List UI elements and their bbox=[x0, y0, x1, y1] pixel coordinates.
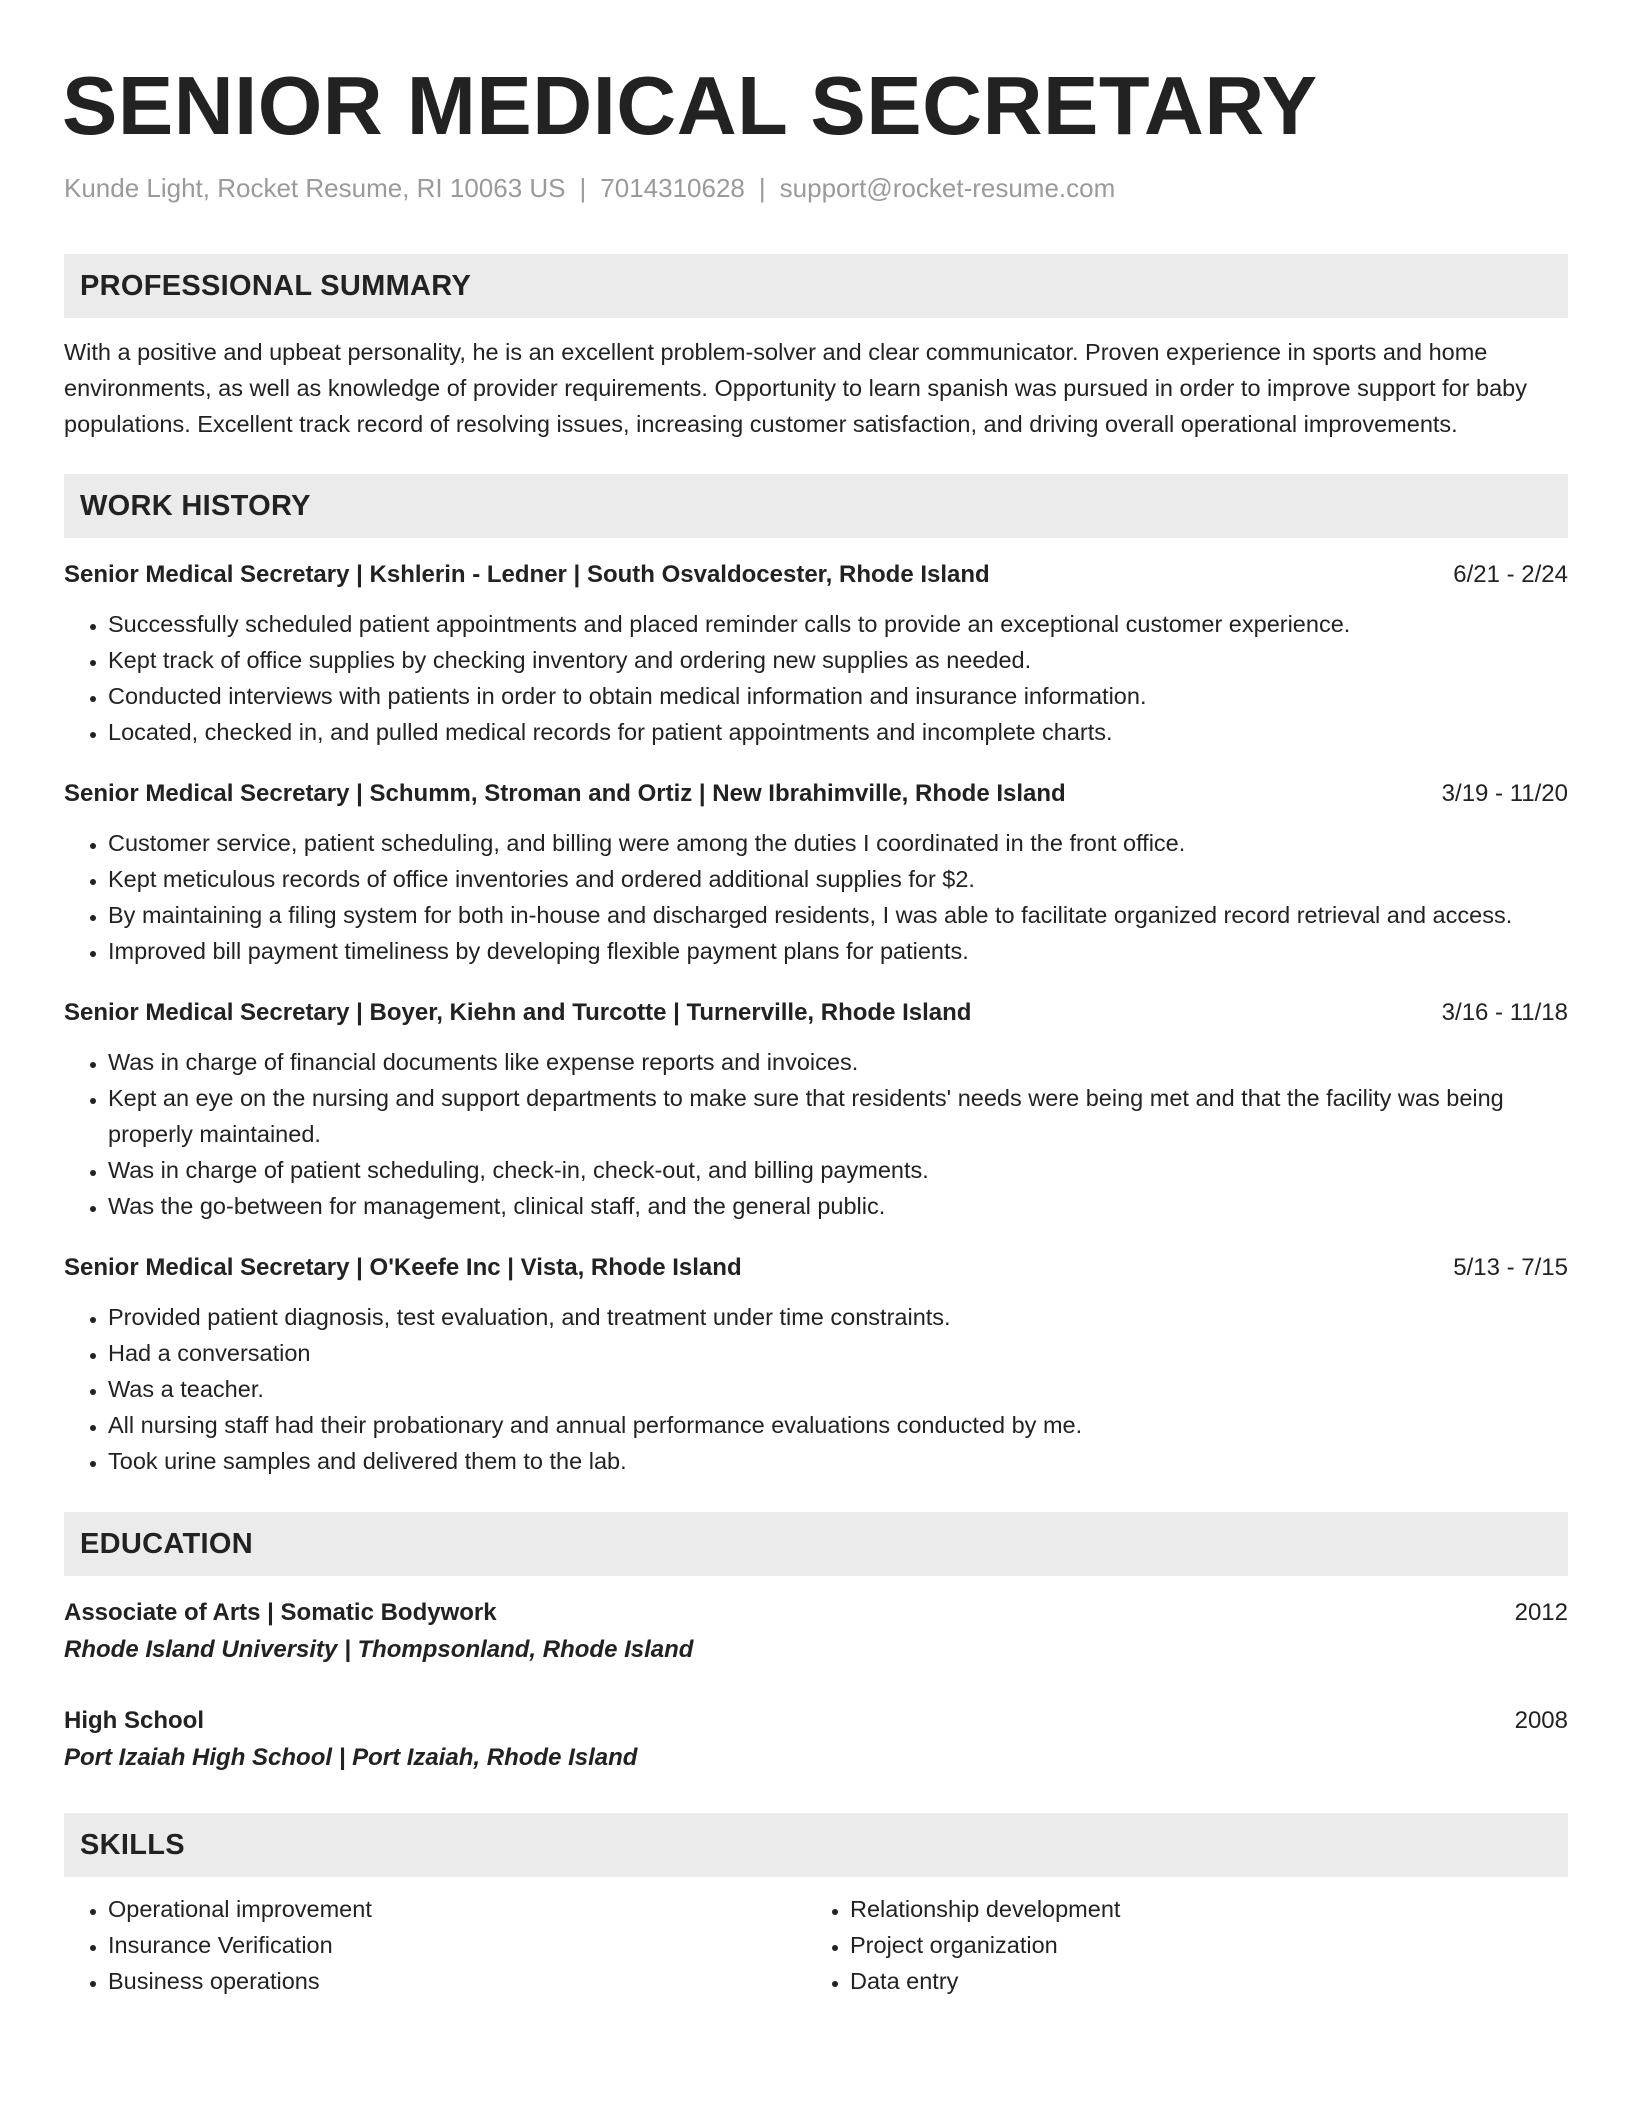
job-title: Senior Medical Secretary | O'Keefe Inc | Vista, Rhode Island bbox=[64, 1254, 742, 1282]
job-bullets bbox=[64, 1299, 1568, 1479]
job-dates: 3/19 - 11/20 bbox=[1441, 780, 1568, 808]
list-item: • Insurance Verification bbox=[108, 1927, 806, 1963]
contact-separator: | bbox=[758, 173, 766, 203]
list-item: • Was in charge of financial documents like expense reports and invoices. bbox=[108, 1044, 1568, 1080]
list-item: • Had a conversation bbox=[108, 1335, 1568, 1371]
contact-line bbox=[64, 173, 1568, 204]
list-item: • By maintaining a filing system for both in-house and discharged residents, I was able to facilitate organized record retrieval and access. bbox=[108, 897, 1568, 933]
page-title: SENIOR MEDICAL SECRETARY bbox=[62, 59, 1318, 152]
education-entry bbox=[64, 1596, 1568, 1668]
contact-email: support@rocket-resume.com bbox=[779, 173, 1116, 203]
job-bullets bbox=[64, 1044, 1568, 1224]
list-item: • Operational improvement bbox=[108, 1891, 806, 1927]
section-heading-work: WORK HISTORY bbox=[64, 474, 1568, 538]
job-header bbox=[64, 558, 1568, 592]
job-bullets bbox=[64, 825, 1568, 969]
job-dates: 5/13 - 7/15 bbox=[1453, 1254, 1568, 1282]
job-dates: 3/16 - 11/18 bbox=[1441, 999, 1568, 1027]
summary-text: With a positive and upbeat personality, he is an excellent problem-solver and clear communicator. Proven experience in sports and home environments, as well as knowledge of provider requirements. Opportunity to learn spanish was pursued in order to improve support for baby populations. Excellent track record of resolving issues, increasing customer satisfaction, and driving overall operational improvements. bbox=[64, 339, 1527, 438]
contact-separator: | bbox=[579, 173, 587, 203]
contact-address: Kunde Light, Rocket Resume, RI 10063 US bbox=[64, 173, 566, 203]
list-item: • Customer service, patient scheduling, and billing were among the duties I coordinated in the front office. bbox=[108, 825, 1568, 861]
job-header bbox=[64, 1251, 1568, 1285]
list-item: • Was a teacher. bbox=[108, 1371, 1568, 1407]
education-year: 2008 bbox=[1514, 1707, 1568, 1735]
list-item: • Provided patient diagnosis, test evaluation, and treatment under time constraints. bbox=[108, 1299, 1568, 1335]
list-item: • Kept an eye on the nursing and support departments to make sure that residents' needs were being met and that the facility was being properly maintained. bbox=[108, 1080, 1568, 1152]
skills-list bbox=[64, 1891, 1568, 1999]
job-title: Senior Medical Secretary | Boyer, Kiehn and Turcotte | Turnerville, Rhode Island bbox=[64, 999, 972, 1027]
section-heading-education: EDUCATION bbox=[64, 1512, 1568, 1576]
job-header bbox=[64, 777, 1568, 811]
list-item: • Project organization bbox=[850, 1927, 1548, 1963]
education-school: Rhode Island University | Thompsonland, Rhode Island bbox=[64, 1636, 694, 1664]
list-item: • All nursing staff had their probationary and annual performance evaluations conducted by me. bbox=[108, 1407, 1568, 1443]
list-item: • Improved bill payment timeliness by developing flexible payment plans for patients. bbox=[108, 933, 1568, 969]
education-header bbox=[64, 1704, 1568, 1738]
job-dates: 6/21 - 2/24 bbox=[1453, 561, 1568, 589]
list-item: • Took urine samples and delivered them to the lab. bbox=[108, 1443, 1568, 1479]
list-item: • Was in charge of patient scheduling, check-in, check-out, and billing payments. bbox=[108, 1152, 1568, 1188]
list-item: • Conducted interviews with patients in order to obtain medical information and insurance information. bbox=[108, 678, 1568, 714]
list-item: • Data entry bbox=[850, 1963, 1548, 1999]
education-entry bbox=[64, 1704, 1568, 1776]
job-entry bbox=[64, 996, 1568, 1224]
list-item: • Located, checked in, and pulled medical records for patient appointments and incomplete charts. bbox=[108, 714, 1568, 750]
education-degree: Associate of Arts | Somatic Bodywork bbox=[64, 1599, 497, 1627]
list-item: • Business operations bbox=[108, 1963, 806, 1999]
education-year: 2012 bbox=[1514, 1599, 1568, 1627]
job-title: Senior Medical Secretary | Kshlerin - Ledner | South Osvaldocester, Rhode Island bbox=[64, 561, 990, 589]
list-item: • Was the go-between for management, clinical staff, and the general public. bbox=[108, 1188, 1568, 1224]
list-item: • Kept meticulous records of office inventories and ordered additional supplies for $2. bbox=[108, 861, 1568, 897]
list-item: • Successfully scheduled patient appointments and placed reminder calls to provide an exceptional customer experience. bbox=[108, 606, 1568, 642]
list-item: • Kept track of office supplies by checking inventory and ordering new supplies as needed. bbox=[108, 642, 1568, 678]
job-title: Senior Medical Secretary | Schumm, Stroman and Ortiz | New Ibrahimville, Rhode Island bbox=[64, 780, 1066, 808]
skills-column-left bbox=[64, 1891, 806, 1999]
job-entry bbox=[64, 1251, 1568, 1479]
job-header bbox=[64, 996, 1568, 1030]
education-header bbox=[64, 1596, 1568, 1630]
job-bullets bbox=[64, 606, 1568, 750]
section-heading-summary: PROFESSIONAL SUMMARY bbox=[64, 254, 1568, 318]
list-item: • Relationship development bbox=[850, 1891, 1548, 1927]
skills-column-right bbox=[806, 1891, 1548, 1999]
job-entry bbox=[64, 558, 1568, 750]
section-heading-skills: SKILLS bbox=[64, 1813, 1568, 1877]
education-school: Port Izaiah High School | Port Izaiah, Rhode Island bbox=[64, 1744, 638, 1772]
contact-phone: 7014310628 bbox=[600, 173, 745, 203]
education-degree: High School bbox=[64, 1707, 204, 1735]
job-entry bbox=[64, 777, 1568, 969]
